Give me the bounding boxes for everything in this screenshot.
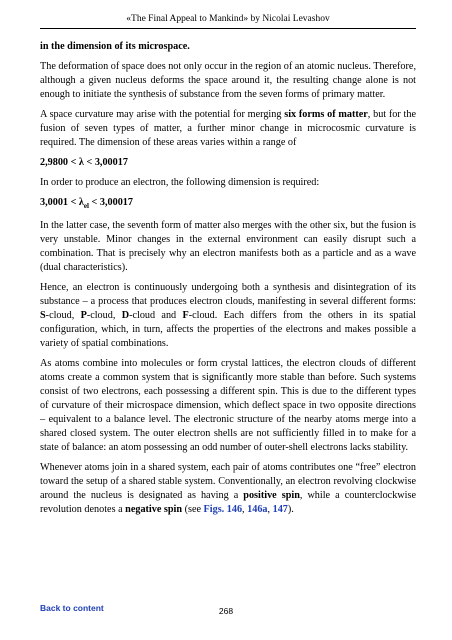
text: , xyxy=(242,504,248,516)
text: , but for the fusion of seven types of matter, a further minor change in microcosmic curvature is required. The dimension of these areas varies within a range of xyxy=(40,109,417,148)
formula-range: 2,9800 < λ < 3,00017 xyxy=(40,157,128,168)
text: Hence, an electron is continuously undergoing both a synthesis and disintegration of its substance – a process that produces electron clouds, manifesting in several different forms: xyxy=(40,282,416,308)
paragraph: In the latter case, the seventh form of matter also merges with the other six, but the fusion is very unstable. Minor changes in the external environment can easily disrupt such a combination. That is precisely why an electron manifests both as a particle and as a wave (dual characteristics). xyxy=(40,220,416,274)
page-number: 268 xyxy=(218,606,234,616)
cloud-s: S xyxy=(40,310,46,322)
positive-spin-term: positive spin xyxy=(243,490,300,502)
paragraph: The deformation of space does not only occur in the region of an atomic nucleus. Therefore, although a given nucleus deforms the space around it, the resulting change alone is not enough to initiate the synthesis of substance from the seven forms of primary matter. xyxy=(40,61,416,100)
text: -cloud. Each differs from the others in its spatial configuration, which, in turn, affects the properties of the electrons and makes possible a variety of spatial combinations. xyxy=(40,310,416,350)
paragraph: As atoms combine into molecules or form crystal lattices, the electron clouds of different atoms create a common system that is significantly more stable than before. Such systems consist of two electrons, each possessing a different spin. This is due to the different types of curvature of their microspace dimension, which deflect space in two opposite directions – equivalent to a balance level. The electronic structure of the nearby atoms merge into a shared closed system. The outer electron shells are not sufficiently filled in to make for a state of balance: an atom possessing an odd number of outer-shell electrons lacks stability. xyxy=(40,358,416,454)
text: , xyxy=(267,504,273,516)
formula-subscript: el xyxy=(83,202,89,211)
paragraph xyxy=(40,461,416,517)
paragraph xyxy=(40,281,416,351)
figure-link-147[interactable]: 147 xyxy=(272,504,288,516)
paragraph: In order to produce an electron, the following dimension is required: xyxy=(40,177,320,188)
formula-text: 3,0001 < λ xyxy=(40,197,84,208)
bold-text: in the dimension of its microspace. xyxy=(40,41,190,52)
text: -cloud, xyxy=(45,310,81,322)
back-to-content-link[interactable]: Back to content xyxy=(40,603,104,613)
text: (see xyxy=(182,504,204,516)
cloud-d: D xyxy=(121,310,130,322)
cloud-f: F xyxy=(182,310,189,322)
continued-paragraph xyxy=(40,40,416,54)
cloud-p: P xyxy=(80,310,87,322)
figure-link-146[interactable]: Figs. 146 xyxy=(203,504,243,516)
paragraph xyxy=(40,108,416,150)
bold-term: six forms of matter xyxy=(284,109,368,120)
page-body xyxy=(40,40,416,523)
text: -cloud and xyxy=(129,310,183,322)
negative-spin-term: negative spin xyxy=(125,504,183,516)
text: Whenever atoms join in a shared system, each pair of atoms contributes one “free” electron toward the setup of a shared stable system. Conventionally, an electron revolving clockwise around the nucleus is designated as having a xyxy=(40,462,416,502)
formula-electron xyxy=(40,196,416,213)
text: ). xyxy=(287,504,294,516)
running-header: «The Final Appeal to Mankind» by Nicolai Levashov xyxy=(40,13,416,29)
text: -cloud, xyxy=(86,310,122,322)
figure-link-146a[interactable]: 146a xyxy=(247,504,268,516)
text: A space curvature may arise with the potential for merging xyxy=(40,109,285,120)
text: , while a counterclockwise revolution denotes a xyxy=(40,490,416,516)
formula-text: < 3,00017 xyxy=(88,197,133,208)
